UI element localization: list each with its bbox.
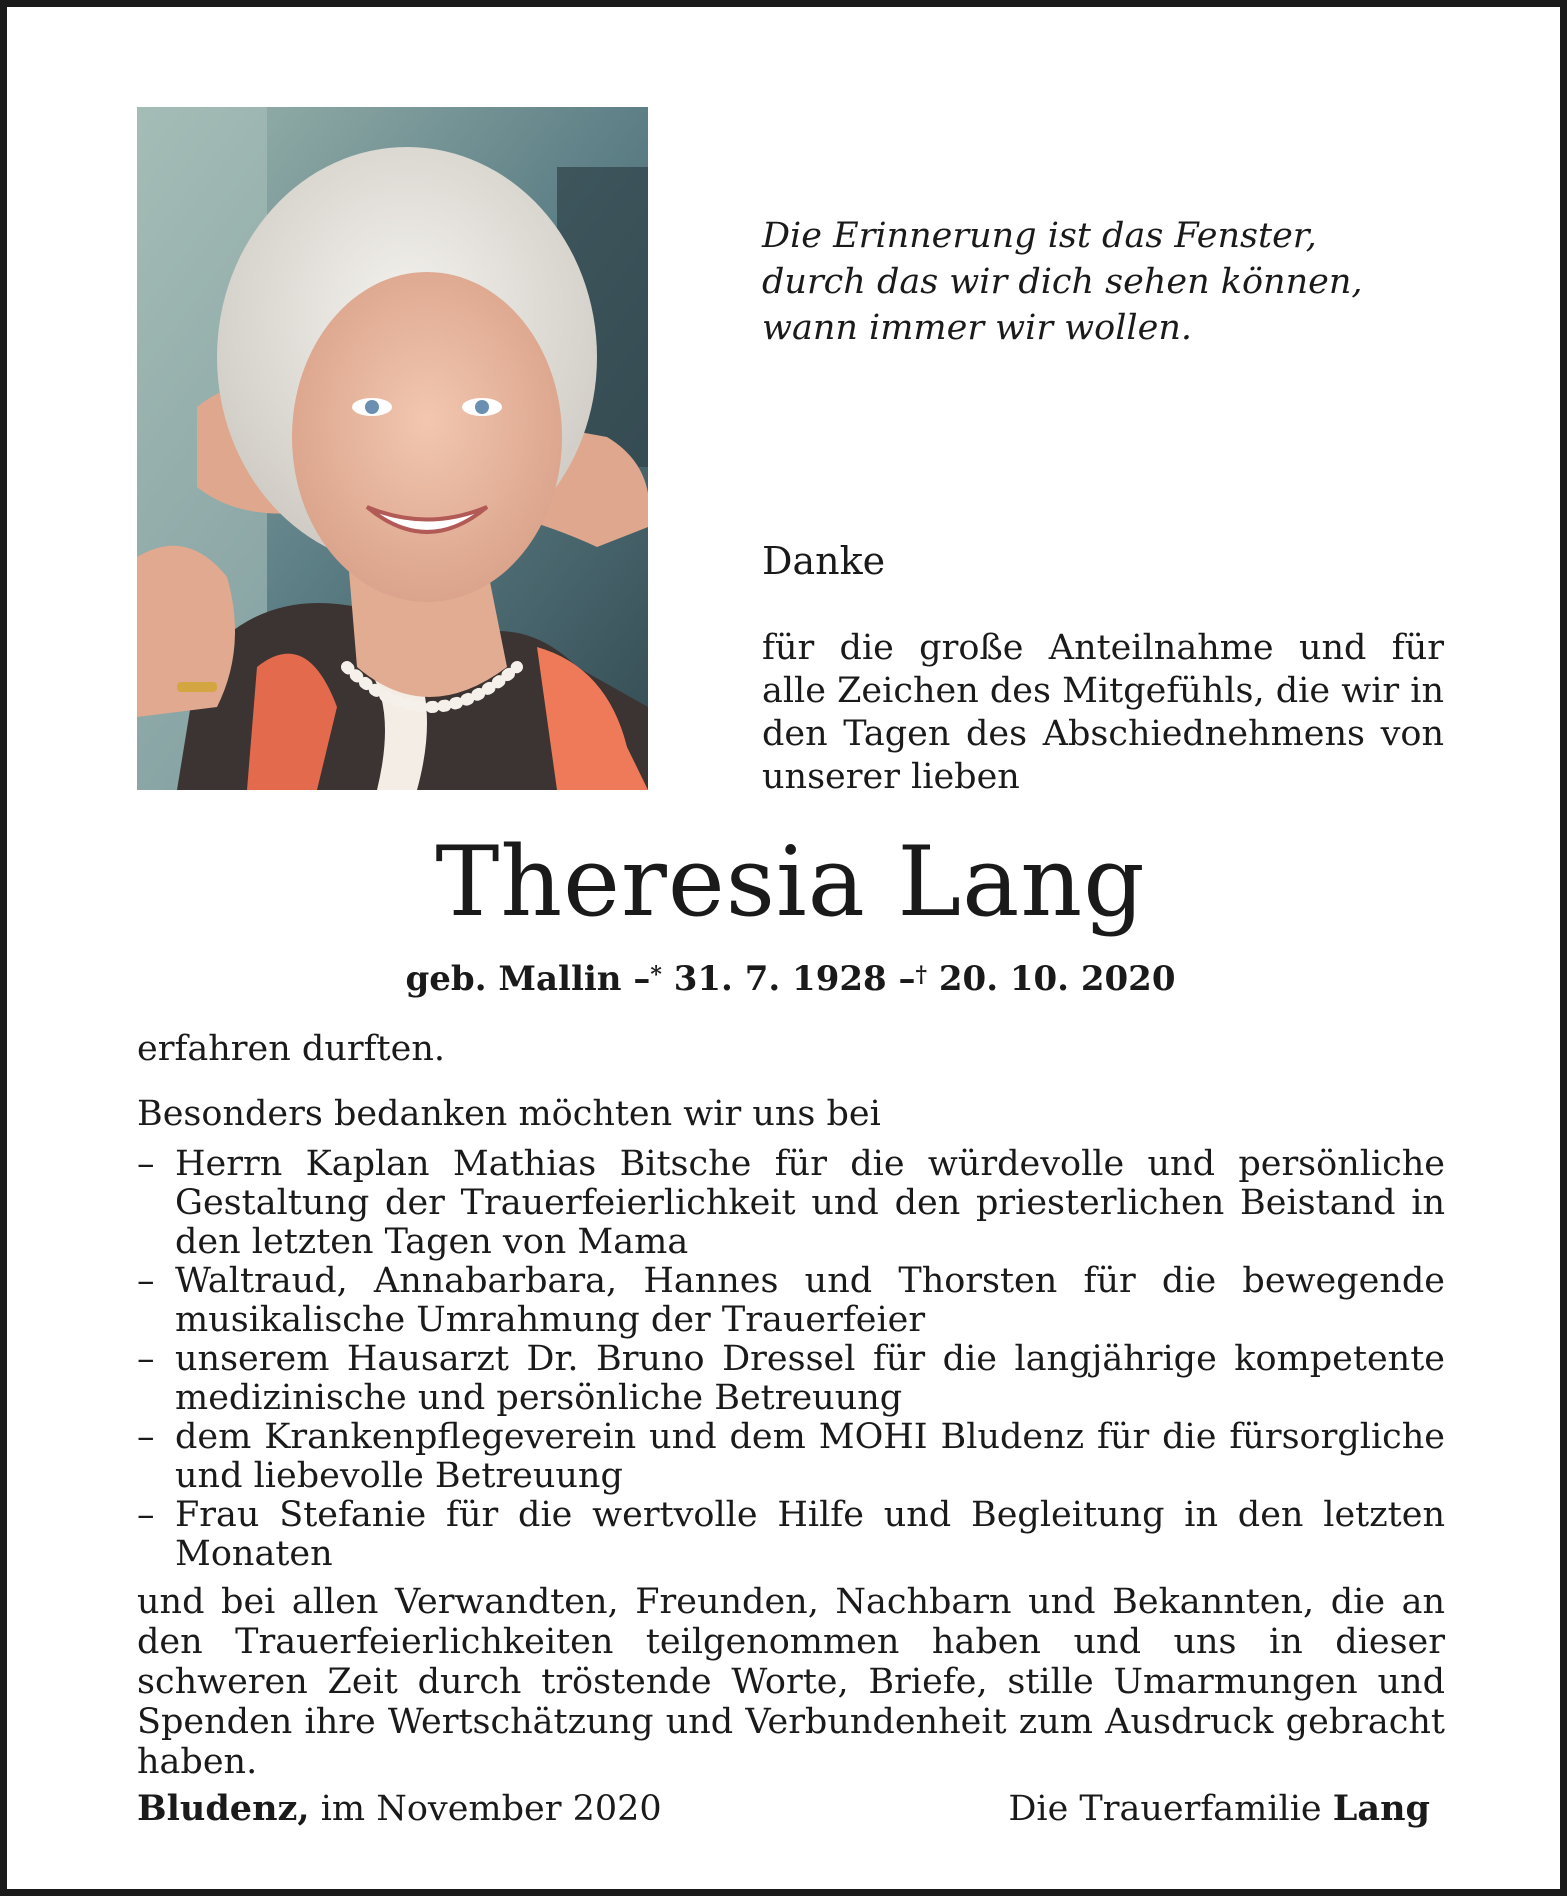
quote-line: durch das wir dich sehen können, xyxy=(762,262,1363,302)
list-dash: – xyxy=(137,1495,155,1535)
besonders-intro: Besonders bedanken möchten wir uns bei xyxy=(137,1094,881,1134)
death-symbol: † xyxy=(915,962,928,988)
thanks-list xyxy=(137,1145,1445,1574)
date-separator: – xyxy=(898,959,916,999)
list-dash: – xyxy=(137,1261,155,1301)
family-name: Lang xyxy=(1332,1788,1430,1829)
erfahren-text: erfahren durften. xyxy=(137,1029,445,1069)
list-item-text: dem Krankenpflegeverein und dem MOHI Bludenz für die fürsorgliche und liebevolle Betreuung xyxy=(175,1417,1445,1496)
family-prefix: Die Trauerfamilie xyxy=(1008,1789,1322,1829)
life-dates xyxy=(7,957,1567,1001)
list-dash: – xyxy=(137,1417,155,1457)
quote-line: Die Erinnerung ist das Fenster, xyxy=(762,216,1317,256)
list-dash: – xyxy=(137,1144,155,1184)
place-name: Bludenz, xyxy=(137,1788,310,1829)
place-date xyxy=(137,1787,662,1831)
quote-line: wann immer wir wollen. xyxy=(762,308,1192,348)
portrait-photo xyxy=(137,107,648,790)
list-item-text: Herrn Kaplan Mathias Bitsche für die würdevolle und persönliche Gestaltung der Trauerfeierlichkeit und den priesterlichen Beistand in den letzten Tagen von Mama xyxy=(175,1144,1445,1262)
danke-heading: Danke xyxy=(762,539,886,583)
list-item-text: unserem Hausarzt Dr. Bruno Dressel für die langjährige kompetente medizinische und persönliche Betreuung xyxy=(175,1339,1445,1418)
list-dash: – xyxy=(137,1339,155,1379)
date-text: im November 2020 xyxy=(320,1789,662,1829)
portrait-image xyxy=(137,107,648,790)
list-item-text: Waltraud, Annabarbara, Hannes und Thorsten für die bewegende musikalische Umrahmung der Trauerfeier xyxy=(175,1261,1445,1340)
list-item xyxy=(137,1418,1445,1496)
birth-name: geb. Mallin xyxy=(405,959,622,999)
death-date: 20. 10. 2020 xyxy=(938,959,1176,999)
list-item xyxy=(137,1145,1445,1262)
list-item xyxy=(137,1496,1445,1574)
list-item-text: Frau Stefanie für die wertvolle Hilfe und Begleitung in den letzten Monaten xyxy=(175,1495,1445,1574)
birth-symbol: * xyxy=(650,962,662,988)
list-item xyxy=(137,1262,1445,1340)
birth-date: 31. 7. 1928 xyxy=(673,959,887,999)
list-item xyxy=(137,1340,1445,1418)
family-signature xyxy=(1008,1787,1430,1831)
thanks-paragraph: für die große Anteilnahme und für alle Zeichen des Mitgefühls, die wir in den Tagen des Abschiednehmens von unserer lieben xyxy=(762,628,1444,797)
closing-paragraph: und bei allen Verwandten, Freunden, Nachbarn und Bekannten, die an den Trauerfeierlichkeiten teilgenommen haben und uns in dieser schweren Zeit durch tröstende Worte, Briefe, stille Umarmungen und Spenden ihre Wertschätzung und Verbundenheit zum Ausdruck gebracht haben. xyxy=(137,1582,1445,1782)
deceased-name: Theresia Lang xyxy=(435,826,1146,938)
memorial-quote xyxy=(762,213,1422,351)
date-separator: – xyxy=(633,959,651,999)
